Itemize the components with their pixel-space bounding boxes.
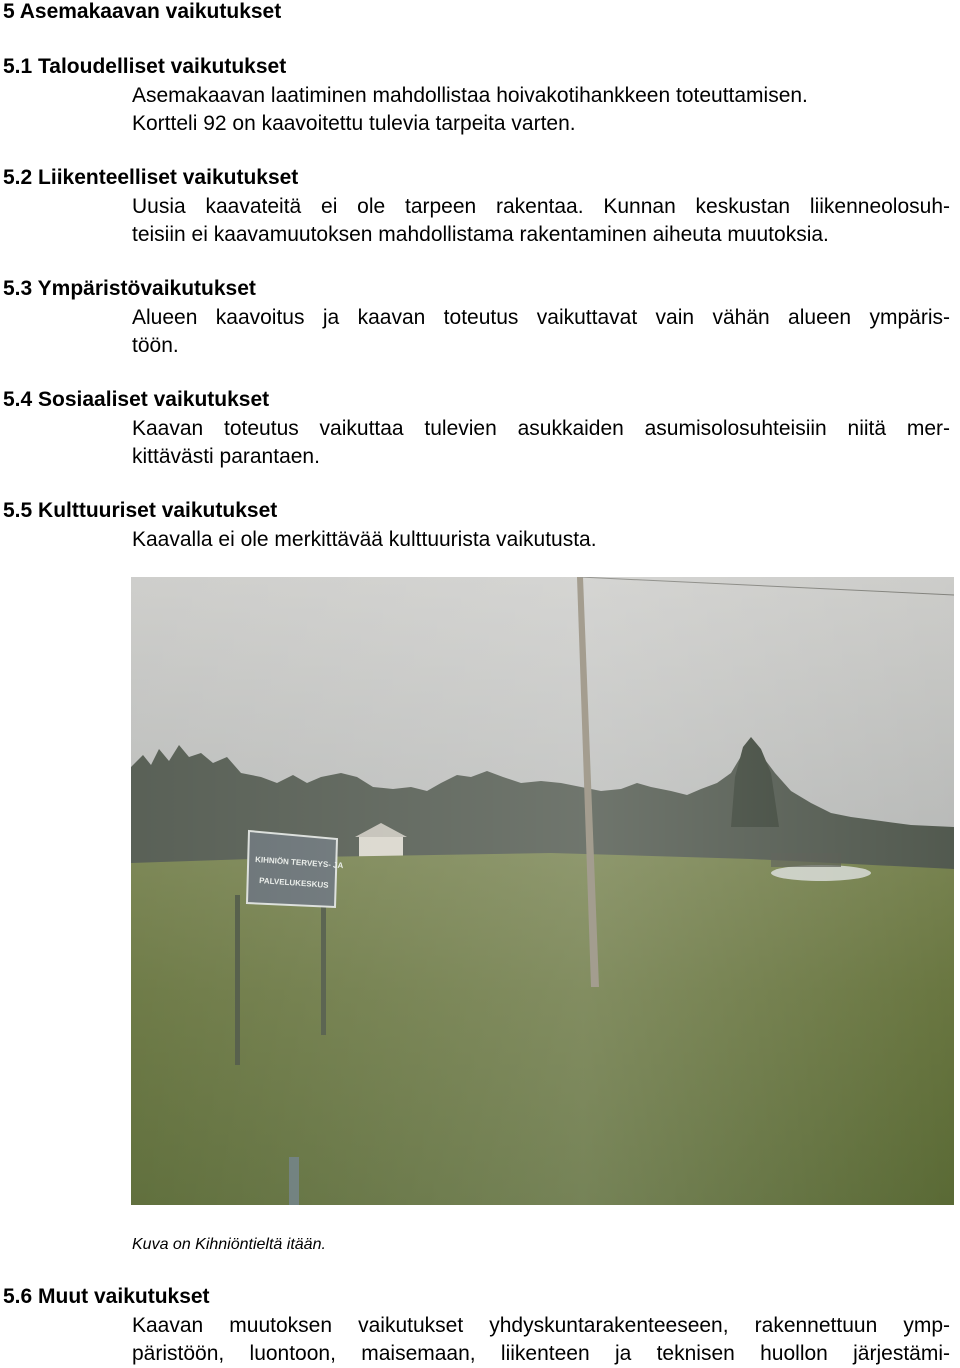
text-line: Uusia kaavateitä ei ole tarpeen rakentaa. Kunnan keskustan liikenneolosuh- bbox=[132, 195, 950, 218]
text-line: kittävästi parantaen. bbox=[132, 444, 320, 468]
text-line: Asemakaavan laatiminen mahdollistaa hoivakotihankkeen toteuttamisen. bbox=[132, 84, 808, 107]
section-5-5-title: 5.5 Kulttuuriset vaikutukset bbox=[3, 499, 278, 522]
section-5-2-text bbox=[132, 193, 950, 248]
text-line: Alueen kaavoitus ja kaavan toteutus vaikuttavat vain vähän alueen ympäris- bbox=[132, 306, 950, 329]
section-5-1-title: 5.1 Taloudelliset vaikutukset bbox=[3, 55, 287, 78]
section-5-3-title: 5.3 Ympäristövaikutukset bbox=[3, 277, 256, 300]
text-line: töön. bbox=[132, 333, 179, 357]
section-5-5-text bbox=[132, 526, 950, 554]
page-heading: 5 Asemakaavan vaikutukset bbox=[3, 0, 282, 23]
section-5-6-title: 5.6 Muut vaikutukset bbox=[3, 1285, 210, 1308]
section-5-3-text bbox=[132, 304, 950, 359]
text-line: Kortteli 92 on kaavoitettu tulevia tarpeita varten. bbox=[132, 111, 576, 135]
section-5-4-text bbox=[132, 415, 950, 470]
section-5-1-text bbox=[132, 82, 950, 137]
text-line: päristöön, luontoon, maisemaan, liikenteen ja teknisen huollon järjestämi- bbox=[132, 1341, 950, 1365]
photo-caption: Kuva on Kihniöntieltä itään. bbox=[132, 1236, 326, 1253]
text-line: Kaavan toteutus vaikuttaa tulevien asukkaiden asumisolosuhteisiin niitä mer- bbox=[132, 417, 950, 440]
text-line: Kaavalla ei ole merkittävää kulttuurista vaikutusta. bbox=[132, 528, 597, 551]
section-5-4-title: 5.4 Sosiaaliset vaikutukset bbox=[3, 388, 270, 411]
section-5-2-title: 5.2 Liikenteelliset vaikutukset bbox=[3, 166, 299, 189]
text-line: teisiin ei kaavamuutoksen mahdollistama rakentaminen aiheuta muutoksia. bbox=[132, 222, 829, 246]
text-line: Kaavan muutoksen vaikutukset yhdyskuntarakenteeseen, rakennettuun ymp- bbox=[132, 1314, 950, 1337]
section-5-6-text bbox=[132, 1312, 950, 1367]
landscape-photo bbox=[131, 577, 954, 1205]
